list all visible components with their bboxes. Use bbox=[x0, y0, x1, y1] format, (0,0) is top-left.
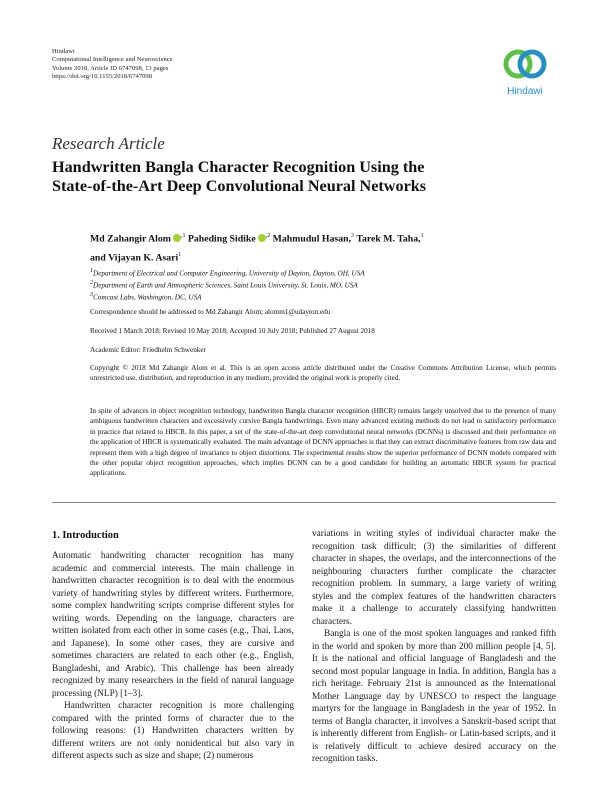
author-affil: 1 bbox=[182, 233, 186, 239]
author-affil: 1 bbox=[420, 233, 424, 239]
author-name[interactable]: Mahmudul Hasan, bbox=[272, 233, 352, 245]
paragraph: Bangla is one of the most spoken languages and ranked fifth in the world and spoken by more than 200 million people [4, 5]. It is the national and official language of Bangladesh and the second most popular language in India. In addition, Bangla has a rich heritage. February 21st is announced as the International Mother Language day by UNESCO to respect the language martyrs for the language in Bangladesh in the year of 1952. In terms of Bangla character, it involves a Sanskrit-based script that is inherently different from English- or Latin-based scripts, and it is relatively difficult to achieve desired accuracy on the recognition tasks. bbox=[312, 629, 556, 764]
article-type: Research Article bbox=[52, 134, 165, 153]
left-column bbox=[52, 550, 294, 763]
author-name[interactable]: Paheding Sidike bbox=[187, 233, 256, 245]
affiliation: $^1$Department of Electrical and Computer Engineering, University of Dayton, Dayton, OH, USA bbox=[90, 268, 365, 278]
author-affil: 1 bbox=[178, 252, 182, 259]
paragraph: variations in writing styles of individual character make the recognition task difficult; (3) the similarities of different character in shapes, the overlaps, and the interconnections of the neighbouring characters further complicate the character recognition problem. In summary, a large variety of writing styles and the complex features of the handwritten characters make it a challenge to accurately classifying handwritten characters. bbox=[312, 529, 556, 627]
paragraph: Handwritten character recognition is more challenging compared with the printed forms of character due to the following reasons: (1) Handwritten characters written by different writers are not only nonidentical but also vary in different aspects such as size and shape; (2) numerous bbox=[52, 701, 294, 761]
journal-header bbox=[52, 48, 173, 82]
affiliation: $^2$Department of Earth and Atmospheric Sciences, Saint Louis University, St. Louis, MO, USA bbox=[90, 280, 358, 290]
author-name[interactable]: Tarek M. Taha, bbox=[356, 233, 421, 245]
title-line-2: State-of-the-Art Deep Convolutional Neural Networks bbox=[52, 177, 427, 195]
volume-info: Volume 2018, Article ID 6747098, 13 pages bbox=[52, 64, 169, 72]
correspondence[interactable]: Correspondence should be addressed to Md Zahangir Alom; alomm1@udayton.edu bbox=[90, 308, 331, 316]
hindawi-logo-icon bbox=[502, 44, 548, 84]
right-column bbox=[312, 528, 556, 766]
author-name[interactable]: Md Zahangir Alom bbox=[90, 233, 171, 245]
abstract: In spite of advances in object recognition technology, handwritten Bangla character recognition (HBCR) remains largely unsolved due to the presence of many ambiguous handwritten characters and excessively cursive Bangla handwritings. Even many advanced existing methods do not lead to satisfactory performance in practice that related to HBCR. In this paper, a set of the state-of-the-art deep convolutional neural networks (DCNNs) is discussed and their performance on the application of HBCR is systematically evaluated. The main advantage of DCNN approaches is that they can extract discriminative features from raw data and represent them with a high degree of invariance to object distortions. The experimental results show the superior performance of DCNN models compared with the other popular object recognition approaches, which implies DCNN can be a good candidate for building an automatic HBCR system for practical applications. bbox=[90, 407, 556, 478]
author-affil: 2 bbox=[267, 233, 271, 239]
affiliation: $^3$Comcast Labs, Washington, DC, USA bbox=[90, 292, 202, 302]
doi-link[interactable]: https://doi.org/10.1155/2018/6747098 bbox=[52, 73, 153, 81]
copyright-notice: Copyright © 2018 Md Zahangir Alom et al. This is an open access article distributed under the Creative Commons Attribution License, which permits unrestricted use, distribution, and reproduction in any medium, provided the original work is properly cited. bbox=[90, 364, 556, 383]
title-line-1: Handwritten Bangla Character Recognition Using the bbox=[52, 158, 425, 176]
author-name[interactable]: and Vijayan K. Asari bbox=[90, 252, 179, 264]
section-divider bbox=[52, 502, 556, 503]
paragraph: Automatic handwriting character recognition has many academic and commercial interests. The main challenge in handwritten character recognition is to deal with the enormous variety of handwriting styles by different writers. Furthermore, some complex handwriting scripts comprise different styles for writing words. Depending on the language, characters are written isolated from each other in some cases (e.g., Thai, Laos, and Japanese). In some other cases, they are cursive and sometimes characters are related to each other (e.g., English, Bangladeshi, and Arabic). This challenge has been already recognized by many researchers in the field of natural language processing (NLP) [1–3]. bbox=[52, 551, 294, 699]
logo-wordmark: Hindawi bbox=[507, 86, 543, 97]
article-dates: Received 1 March 2018; Revised 10 May 2018; Accepted 10 July 2018; Published 27 August 2018 bbox=[90, 327, 375, 335]
academic-editor: Academic Editor: Friedhelm Schwenker bbox=[90, 346, 206, 354]
orcid-icon[interactable] bbox=[258, 234, 266, 242]
orcid-icon[interactable] bbox=[173, 234, 181, 242]
author-list: Md Zahangir Alom $^{,1}$ Paheding Sidike $^{,2}$ Mahmudul Hasan,$^3$ Tarek M. Taha,$^1$ and Vijayan K. Asari$^1$ bbox=[90, 233, 424, 264]
section-heading: 1. Introduction bbox=[52, 530, 119, 541]
hindawi-logo[interactable] bbox=[496, 44, 554, 104]
publisher-name: Hindawi bbox=[52, 48, 75, 55]
article-title bbox=[52, 158, 532, 196]
author-affil: 3 bbox=[351, 233, 355, 239]
journal-name: Computational Intelligence and Neuroscience bbox=[52, 56, 173, 64]
